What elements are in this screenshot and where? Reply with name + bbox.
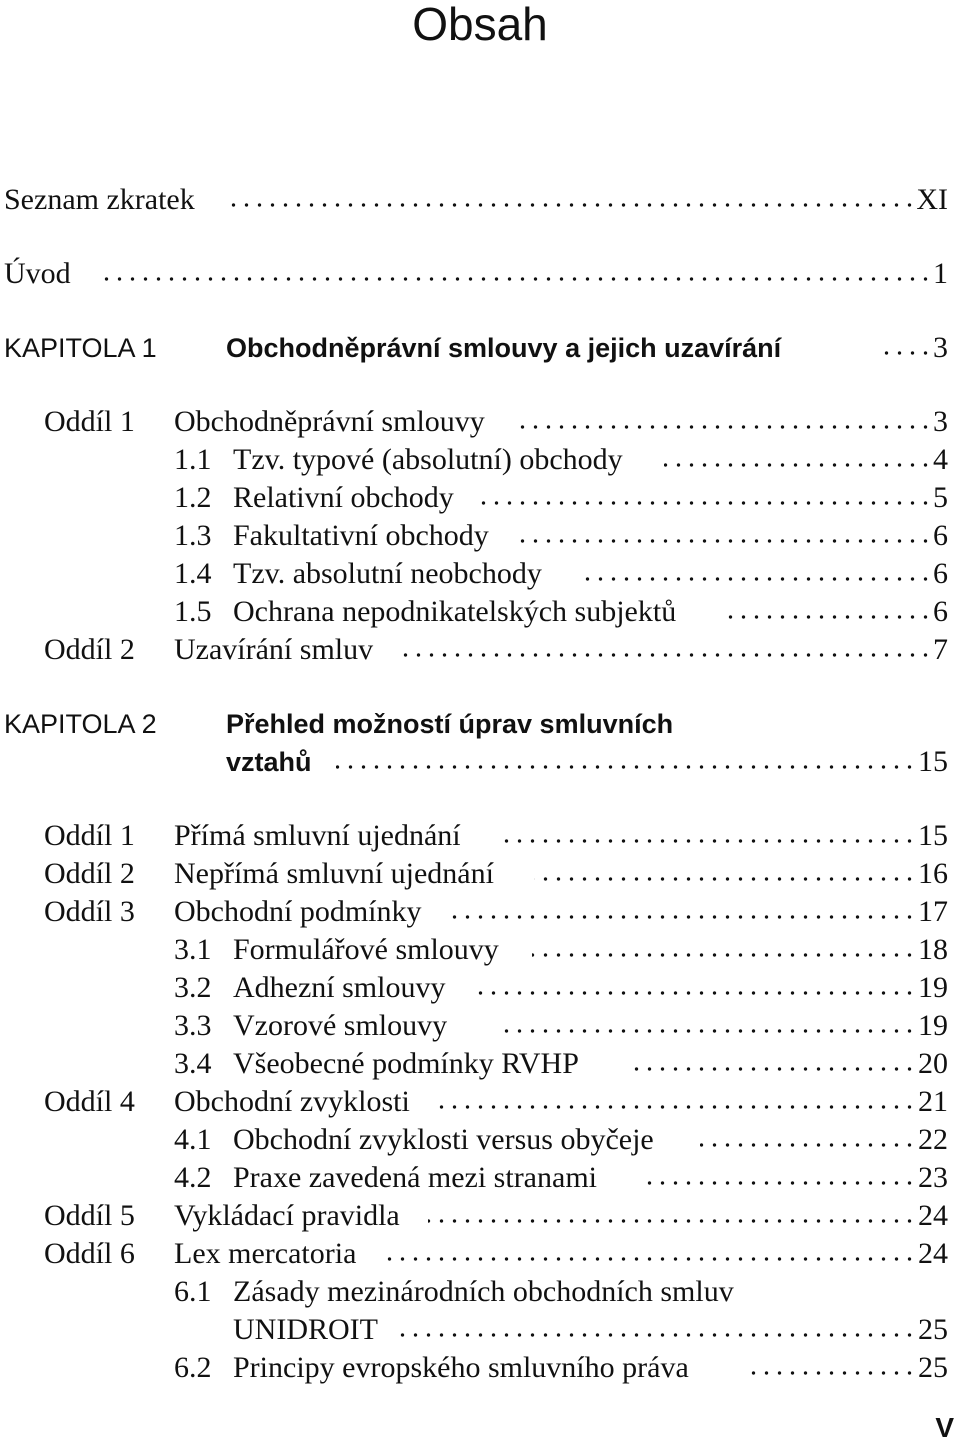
toc-section[interactable] bbox=[0, 855, 960, 893]
toc-section[interactable] bbox=[0, 817, 960, 855]
toc-entry-page: 23 bbox=[918, 1161, 948, 1194]
section-number: Oddíl 3 bbox=[44, 895, 135, 928]
toc-entry-page: 5 bbox=[933, 481, 948, 514]
toc-entry-page: 16 bbox=[918, 857, 948, 890]
subsection-number: 6.1 bbox=[174, 1275, 212, 1308]
toc-entry-label: Seznam zkratek bbox=[4, 183, 195, 216]
toc-chapter[interactable] bbox=[0, 329, 960, 367]
toc-entry-label: Tzv. absolutní neobchody bbox=[233, 557, 542, 590]
toc-leader-dots bbox=[478, 499, 932, 507]
toc-subsection[interactable] bbox=[0, 593, 960, 631]
toc-leader-dots bbox=[532, 951, 916, 959]
toc-subsection[interactable] bbox=[0, 1121, 960, 1159]
toc-subsection[interactable] bbox=[0, 931, 960, 969]
section-number: Oddíl 1 bbox=[44, 819, 135, 852]
subsection-number: 3.4 bbox=[174, 1047, 212, 1080]
toc-leader-dots bbox=[578, 575, 932, 583]
toc-entry-label-continuation: UNIDROIT bbox=[233, 1313, 378, 1346]
toc-subsection[interactable] bbox=[0, 1349, 960, 1387]
toc-entry-label: Zásady mezinárodních obchodních smluv bbox=[233, 1275, 734, 1308]
toc-section[interactable] bbox=[0, 1197, 960, 1235]
chapter-title: Přehled možností úprav smluvních bbox=[226, 709, 674, 739]
toc-entry-label: Všeobecné podmínky RVHP bbox=[233, 1047, 579, 1080]
toc-entry[interactable] bbox=[0, 255, 960, 293]
toc-entry-page: 22 bbox=[918, 1123, 948, 1156]
toc-entry-page: 25 bbox=[918, 1351, 948, 1384]
toc-entry-label: Obchodní zvyklosti bbox=[174, 1085, 410, 1118]
toc-entry-label: Principy evropského smluvního práva bbox=[233, 1351, 689, 1384]
subsection-number: 3.3 bbox=[174, 1009, 212, 1042]
toc-entry-page: 19 bbox=[918, 1009, 948, 1042]
toc-entry-label: Obchodněprávní smlouvy bbox=[174, 405, 485, 438]
toc-entry-page: 3 bbox=[933, 331, 948, 364]
toc-entry-page: 24 bbox=[918, 1199, 948, 1232]
toc-entry-label: Obchodní zvyklosti versus obyčeje bbox=[233, 1123, 654, 1156]
toc-leader-dots bbox=[428, 1217, 916, 1225]
toc-entry-label: Formulářové smlouvy bbox=[233, 933, 499, 966]
toc-section[interactable] bbox=[0, 403, 960, 441]
subsection-number: 3.1 bbox=[174, 933, 212, 966]
subsection-number: 6.2 bbox=[174, 1351, 212, 1384]
toc-subsection[interactable] bbox=[0, 1007, 960, 1045]
toc-leader-dots bbox=[470, 989, 916, 997]
toc-entry-label: Ochrana nepodnikatelských subjektů bbox=[233, 595, 677, 628]
toc-entry-label: Vykládací pravidla bbox=[174, 1199, 400, 1232]
page-title: Obsah bbox=[412, 0, 548, 50]
toc-subsection[interactable] bbox=[0, 555, 960, 593]
toc-subsection[interactable] bbox=[0, 441, 960, 479]
subsection-number: 3.2 bbox=[174, 971, 212, 1004]
subsection-number: 1.4 bbox=[174, 557, 212, 590]
toc-entry-label: Přímá smluvní ujednání bbox=[174, 819, 461, 852]
subsection-number: 1.2 bbox=[174, 481, 212, 514]
toc-entry-page: 6 bbox=[933, 519, 948, 552]
chapter-number: KAPITOLA 2 bbox=[4, 709, 157, 739]
chapter-title: Obchodněprávní smlouvy a jejich uzavírání bbox=[226, 333, 782, 363]
toc-entry-label: Obchodní podmínky bbox=[174, 895, 422, 928]
toc-leader-dots bbox=[228, 201, 916, 209]
toc-entry-page: 3 bbox=[933, 405, 948, 438]
toc-leader-dots bbox=[664, 461, 932, 469]
toc-leader-dots bbox=[722, 613, 932, 621]
toc-leader-dots bbox=[450, 913, 916, 921]
toc-leader-dots bbox=[644, 1179, 916, 1187]
subsection-number: 4.1 bbox=[174, 1123, 212, 1156]
toc-section[interactable] bbox=[0, 631, 960, 669]
subsection-number: 1.3 bbox=[174, 519, 212, 552]
toc-leader-dots bbox=[514, 537, 932, 545]
toc-entry-page: 25 bbox=[918, 1313, 948, 1346]
toc-entry[interactable] bbox=[0, 181, 960, 219]
toc-leader-dots bbox=[382, 1255, 916, 1263]
toc-entry-page: 6 bbox=[933, 595, 948, 628]
toc-entry-page: 20 bbox=[918, 1047, 948, 1080]
toc-subsection[interactable] bbox=[0, 1159, 960, 1197]
toc-entry-label: Úvod bbox=[4, 257, 71, 290]
toc-entry-label: Lex mercatoria bbox=[174, 1237, 357, 1270]
subsection-number: 1.5 bbox=[174, 595, 212, 628]
toc-entry-label: Praxe zavedená mezi stranami bbox=[233, 1161, 597, 1194]
subsection-number: 1.1 bbox=[174, 443, 212, 476]
toc-entry-page: 19 bbox=[918, 971, 948, 1004]
toc-entry-page: XI bbox=[916, 183, 948, 216]
toc-subsection-continuation[interactable] bbox=[0, 1311, 960, 1349]
section-number: Oddíl 5 bbox=[44, 1199, 135, 1232]
toc-subsection[interactable] bbox=[0, 517, 960, 555]
section-number: Oddíl 4 bbox=[44, 1085, 135, 1118]
toc-leader-dots bbox=[496, 1027, 916, 1035]
toc-entry-page: 6 bbox=[933, 557, 948, 590]
toc-leader-dots bbox=[876, 349, 932, 357]
toc-entry-label: Adhezní smlouvy bbox=[233, 971, 446, 1004]
toc-entry-page: 1 bbox=[933, 257, 948, 290]
toc-entry-label: Tzv. typové (absolutní) obchody bbox=[233, 443, 623, 476]
toc-leader-dots bbox=[396, 1331, 916, 1339]
toc-entry-label: Relativní obchody bbox=[233, 481, 454, 514]
toc-entry-page: 4 bbox=[933, 443, 948, 476]
toc-entry-page: 7 bbox=[933, 633, 948, 666]
chapter-number: KAPITOLA 1 bbox=[4, 333, 157, 363]
toc-entry-label: Vzorové smlouvy bbox=[233, 1009, 448, 1042]
toc-subsection[interactable] bbox=[0, 479, 960, 517]
toc-section[interactable] bbox=[0, 1083, 960, 1121]
toc-leader-dots bbox=[514, 423, 932, 431]
toc-leader-dots bbox=[496, 837, 916, 845]
toc-leader-dots bbox=[626, 1065, 916, 1073]
page-folio: V bbox=[935, 1412, 954, 1443]
toc-leader-dots bbox=[744, 1369, 916, 1377]
subsection-number: 4.2 bbox=[174, 1161, 212, 1194]
section-number: Oddíl 2 bbox=[44, 857, 135, 890]
toc-leader-dots bbox=[336, 763, 916, 771]
section-number: Oddíl 6 bbox=[44, 1237, 135, 1270]
toc-entry-page: 17 bbox=[918, 895, 948, 928]
toc-entry-label: Fakultativní obchody bbox=[233, 519, 489, 552]
toc-subsection[interactable] bbox=[0, 1273, 960, 1311]
toc-subsection[interactable] bbox=[0, 969, 960, 1007]
chapter-title-continuation: vztahů bbox=[226, 747, 312, 777]
toc-entry-page: 21 bbox=[918, 1085, 948, 1118]
toc-subsection[interactable] bbox=[0, 1045, 960, 1083]
toc-entry-label: Uzavírání smluv bbox=[174, 633, 374, 666]
toc-leader-dots bbox=[436, 1103, 916, 1111]
toc-entry-page: 15 bbox=[918, 745, 948, 778]
toc-section[interactable] bbox=[0, 893, 960, 931]
toc-leader-dots bbox=[534, 875, 916, 883]
toc-chapter[interactable] bbox=[0, 705, 960, 743]
toc-entry-page: 24 bbox=[918, 1237, 948, 1270]
toc-section[interactable] bbox=[0, 1235, 960, 1273]
toc-entry-page: 15 bbox=[918, 819, 948, 852]
toc-leader-dots bbox=[396, 651, 932, 659]
section-number: Oddíl 2 bbox=[44, 633, 135, 666]
toc-entry-page: 18 bbox=[918, 933, 948, 966]
toc-chapter-continuation[interactable] bbox=[0, 743, 960, 781]
section-number: Oddíl 1 bbox=[44, 405, 135, 438]
toc-leader-dots bbox=[700, 1141, 916, 1149]
toc-entry-label: Nepřímá smluvní ujednání bbox=[174, 857, 494, 890]
toc-leader-dots bbox=[96, 275, 932, 283]
